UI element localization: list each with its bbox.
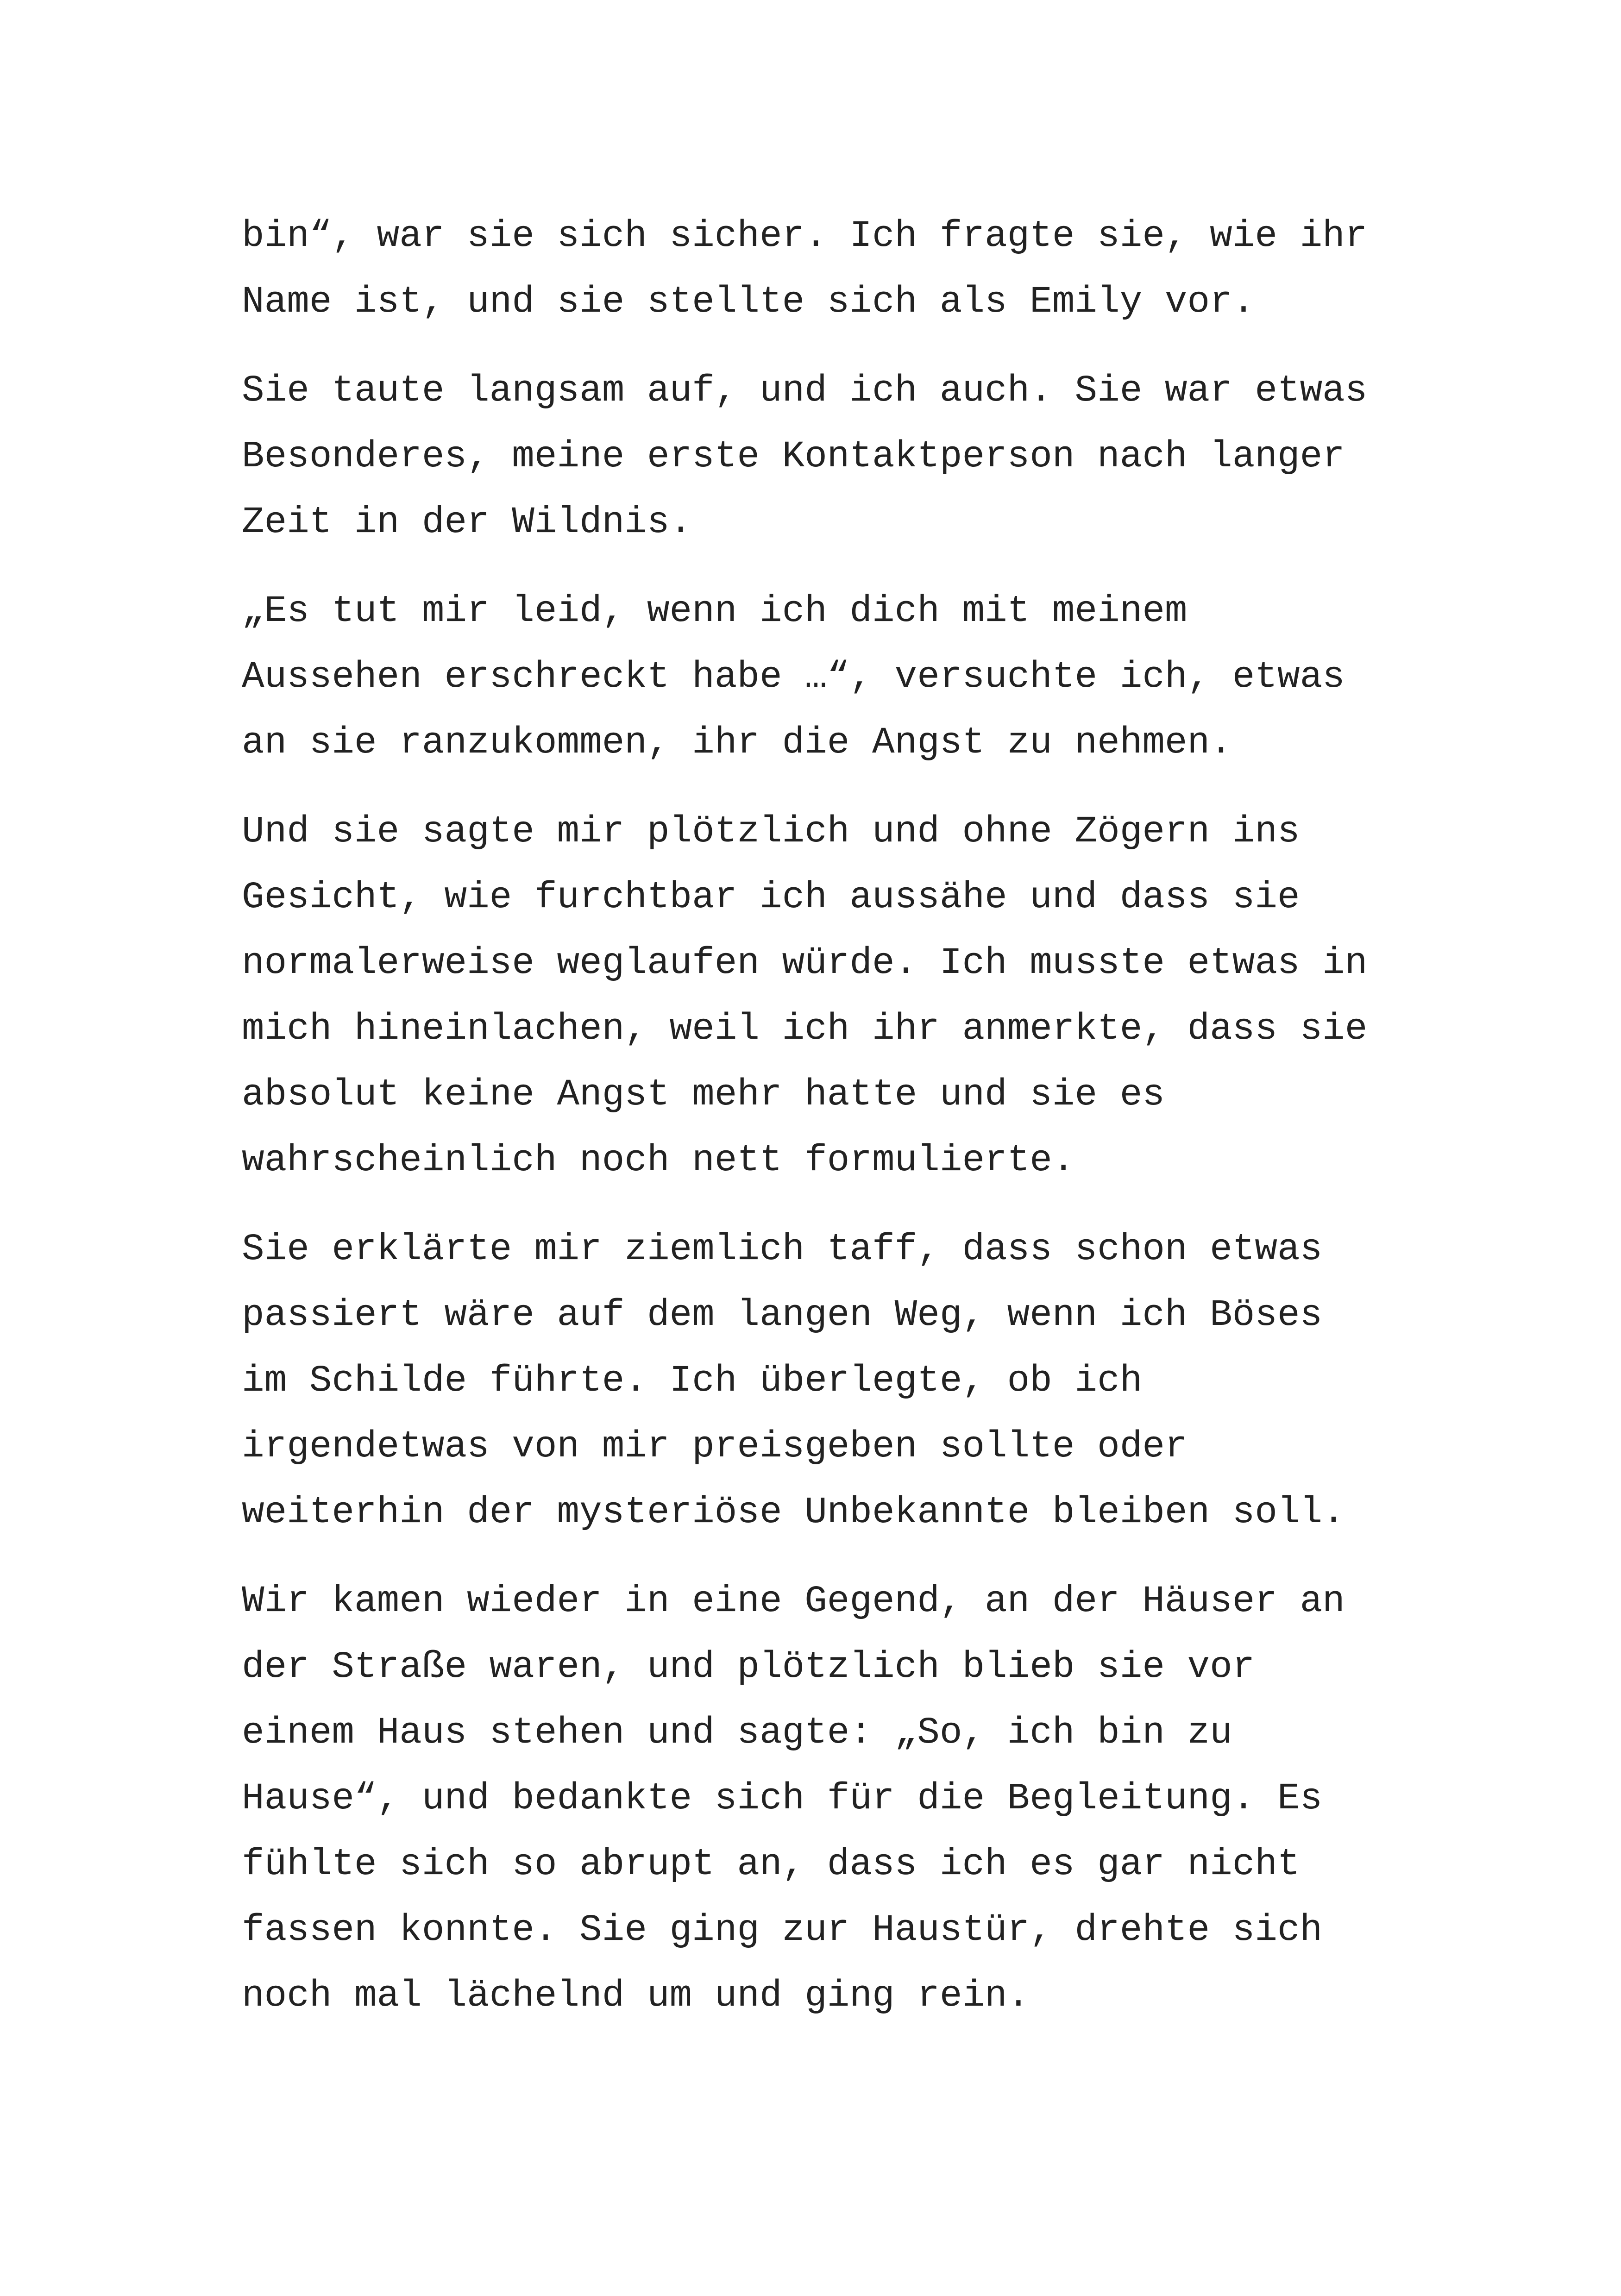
text-line: Gesicht, wie furchtbar ich aussähe und dass sie	[242, 877, 1300, 919]
text-line: Besonderes, meine erste Kontaktperson nach langer	[242, 436, 1345, 478]
text-line: an sie ranzukommen, ihr die Angst zu nehmen.	[242, 722, 1232, 764]
text-line: „Es tut mir leid, wenn ich dich mit meinem	[242, 590, 1187, 633]
paragraph-1	[242, 204, 1427, 335]
text-line: Sie taute langsam auf, und ich auch. Sie war etwas	[242, 370, 1368, 412]
text-line: noch mal lächelnd um und ging rein.	[242, 1975, 1030, 2017]
text-line: passiert wäre auf dem langen Weg, wenn ich Böses	[242, 1294, 1323, 1336]
paragraph-2	[242, 358, 1427, 556]
text-line: Wir kamen wieder in eine Gegend, an der Häuser an	[242, 1581, 1345, 1623]
text-line: der Straße waren, und plötzlich blieb sie vor	[242, 1646, 1255, 1688]
text-line: fassen konnte. Sie ging zur Haustür, drehte sich	[242, 1909, 1323, 1951]
text-line: irgendetwas von mir preisgeben sollte oder	[242, 1426, 1187, 1468]
text-line: wahrscheinlich noch nett formulierte.	[242, 1140, 1075, 1182]
text-line: Aussehen erschreckt habe …“, versuchte ich, etwas	[242, 656, 1345, 698]
text-line: absolut keine Angst mehr hatte und sie es	[242, 1074, 1165, 1116]
text-line: Name ist, und sie stellte sich als Emily vor.	[242, 281, 1255, 323]
text-line: einem Haus stehen und sagte: „So, ich bin zu	[242, 1712, 1232, 1754]
text-line: normalerweise weglaufen würde. Ich musste etwas in	[242, 942, 1368, 985]
text-line: Zeit in der Wildnis.	[242, 502, 692, 544]
text-line: im Schilde führte. Ich überlegte, ob ich	[242, 1360, 1143, 1402]
text-line: weiterhin der mysteriöse Unbekannte bleiben soll.	[242, 1492, 1345, 1534]
body-text	[242, 204, 1427, 2052]
paragraph-4	[242, 799, 1427, 1194]
text-line: mich hineinlachen, weil ich ihr anmerkte, dass sie	[242, 1008, 1368, 1050]
paragraph-5	[242, 1217, 1427, 1546]
text-line: Und sie sagte mir plötzlich und ohne Zögern ins	[242, 811, 1300, 853]
paragraph-6	[242, 1569, 1427, 2029]
paragraph-3	[242, 579, 1427, 776]
text-line: Hause“, und bedankte sich für die Begleitung. Es	[242, 1778, 1323, 1820]
text-line: Sie erklärte mir ziemlich taff, dass schon etwas	[242, 1229, 1323, 1271]
text-line: fühlte sich so abrupt an, dass ich es gar nicht	[242, 1844, 1300, 1886]
text-line: bin“, war sie sich sicher. Ich fragte sie, wie ihr	[242, 215, 1368, 257]
